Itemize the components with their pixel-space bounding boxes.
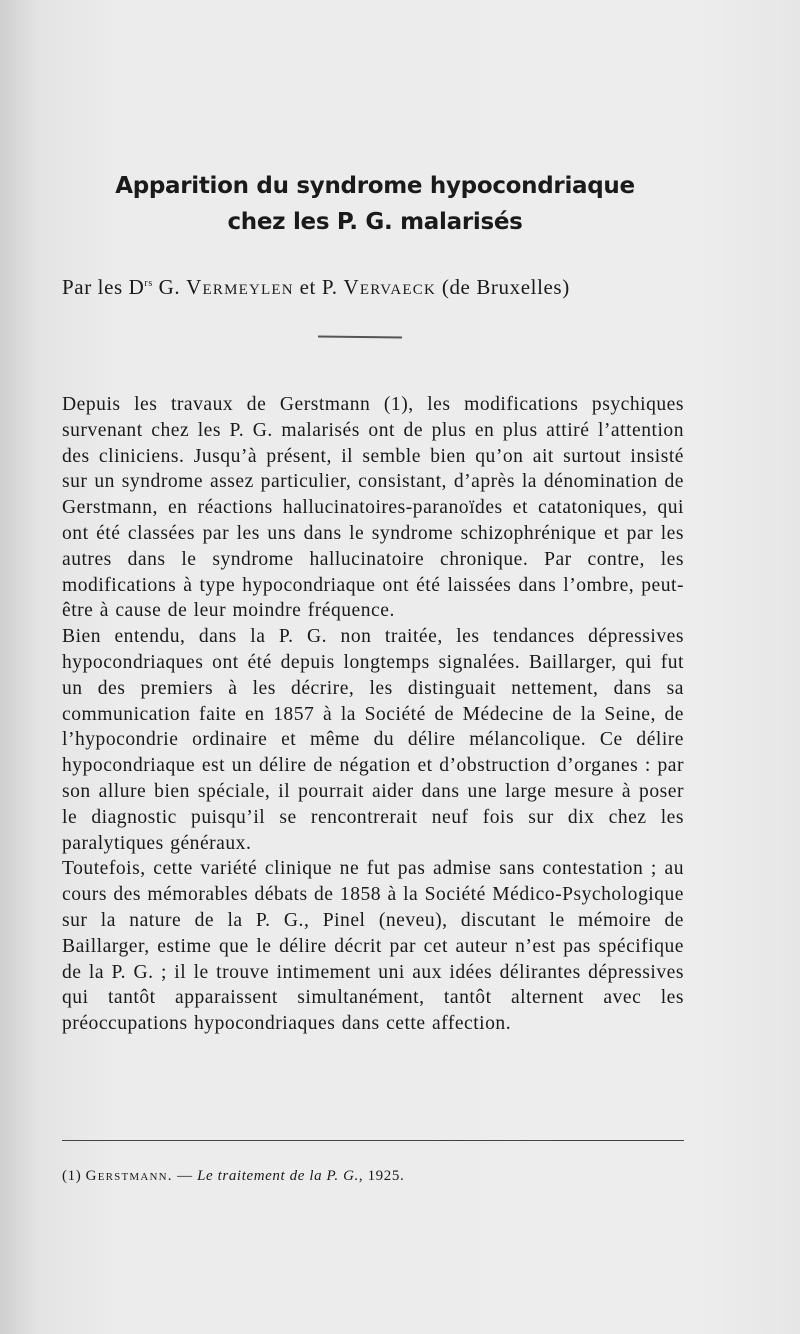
footnote-work: Le traitement de la P. G. <box>197 1168 359 1184</box>
paragraph-1: Depuis les travaux de Gerstmann (1), les modifications psychiques survenant chez les P. G. malarisés ont de plus en plus attiré l’attention des cliniciens. Jusqu’à présent, il semble bien qu’on ait surtout insisté sur un syndrome assez particulier, consistant, d’après la dénomination de Gerstmann, en réactions hallucinatoires-paranoïdes et catatoniques, qui ont été classées par les uns dans le syndrome schizophrénique et par les autres dans le syndrome hallucinatoire chronique. Par contre, les modifications à type hypocondriaque ont été laissées dans l’ombre, peut-être à cause de leur moindre fréquence. <box>62 394 684 622</box>
byline-connector: et <box>299 275 316 299</box>
footnote-marker: (1) <box>62 1168 82 1184</box>
author2-initial: P. <box>321 275 338 299</box>
author-affiliation: (de Bruxelles) <box>441 275 570 299</box>
footnote <box>62 1166 404 1186</box>
author1-name: Vermeylen <box>186 275 294 299</box>
footnote-divider <box>62 1140 684 1141</box>
footnote-year: , 1925. <box>358 1168 405 1184</box>
paragraph-2: Bien entendu, dans la P. G. non traitée, les tendances dépressives hypocondriaques ont été depuis longtemps signalées. Baillarger, qui fut un des premiers à les décrire, les distinguait nettement, dans sa communication faite en 1857 à la Société de Médecine de la Seine, de l’hypocondrie ordinaire et même du délire mélancolique. Ce délire hypocondriaque est un délire de négation et d’obstruction d’organes : par son allure bien spéciale, il pourrait aider dans une large mesure à poser le diagnostic puisqu’il se rencontrerait neuf fois sur dix chez les paralytiques généraux. <box>62 626 684 854</box>
title-ornament-rule <box>318 336 402 342</box>
title-line-1: Apparition du syndrome hypocondriaque <box>115 173 635 199</box>
author1-initial: G. <box>158 275 181 299</box>
byline-prefix-sup: rs <box>144 278 153 289</box>
article-title <box>0 168 750 240</box>
article-body <box>62 392 684 1037</box>
author-byline <box>62 270 570 301</box>
footnote-author: Gerstmann. <box>85 1168 173 1184</box>
paragraph-3: Toutefois, cette variété clinique ne fut pas admise sans contestation ; au cours des mémorables débats de 1858 à la Société Médico-Psychologique sur la nature de la P. G., Pinel (neveu), discutant le mémoire de Baillarger, estime que le délire décrit par cet auteur n’est pas spécifique de la P. G. ; il le trouve intimement uni aux idées délirantes dépressives qui tantôt apparaissent simultanément, tantôt alternent avec les préoccupations hypocondriaques dans cette affection. <box>62 858 684 1035</box>
footnote-dash: — <box>177 1168 193 1184</box>
byline-prefix: Par les D <box>62 275 145 299</box>
author2-name: Vervaeck <box>343 275 436 299</box>
title-line-2: chez les P. G. malarisés <box>227 209 523 235</box>
